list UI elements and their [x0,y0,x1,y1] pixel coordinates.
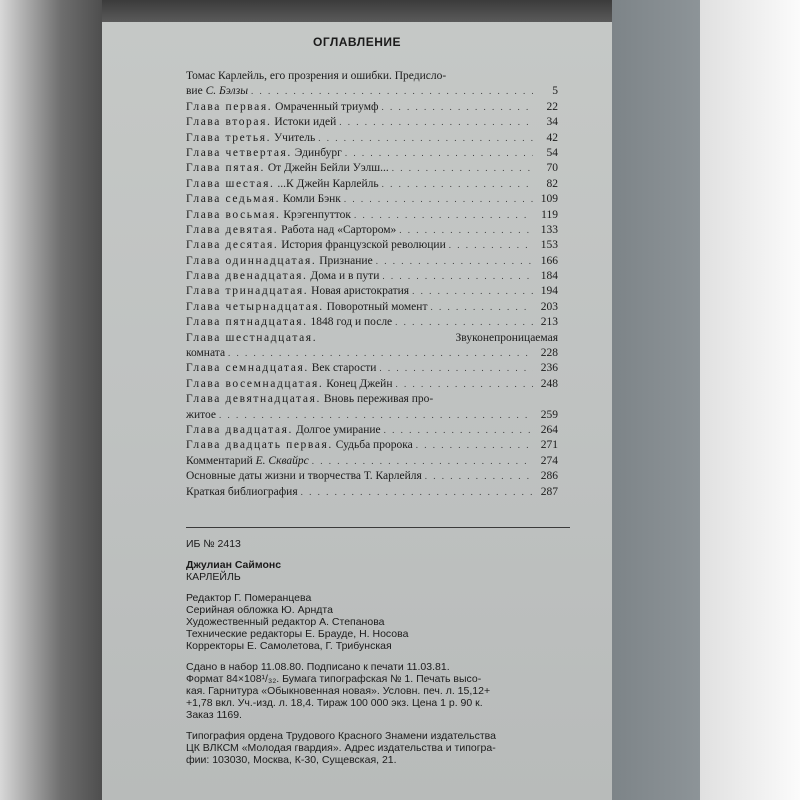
toc-chapter-title: Долгое умирание [295,423,381,436]
toc-dates-row [186,469,558,484]
imprint-print-line: Заказ 1169. [186,709,242,721]
toc-leader [228,346,533,361]
toc-page-number: 194 [540,285,558,298]
toc-chapter-row [186,300,558,315]
imprint-credit-line: Серийная обложка Ю. Арндта [186,604,333,616]
toc-chapter-label: Глава восьмая. [186,208,281,221]
toc-chapter-label: Глава одиннадцатая. [186,254,317,267]
toc-chapter-row [186,223,558,238]
toc-chapter-title: Истоки идей [274,116,337,129]
background-far-right [700,0,800,800]
toc-page-number: 286 [540,470,558,483]
toc-leader [376,254,533,269]
toc-chapter-title: Признание [319,254,373,267]
toc-chapter-title-cont: комната [186,347,226,360]
toc-page-number: 203 [540,300,558,313]
toc-page-number: 236 [540,362,558,375]
toc-leader [251,84,533,99]
toc-leader [301,485,533,500]
toc-chapter-label: Глава третья. [186,131,272,144]
toc-leader [339,115,533,130]
toc-leader [379,361,533,376]
toc-page-number: 42 [546,131,558,144]
toc-chapter-title: Конец Джейн [326,377,393,390]
toc-chapter-row [186,177,558,192]
toc-chapter-16-line2 [186,346,558,361]
toc-chapter-title: От Джейн Бейли Уэлш... [267,162,389,175]
imprint-print-line: кая. Гарнитура «Обыкновенная новая». Условн. печ. л. 15,12+ [186,685,491,697]
toc-page-number: 82 [546,177,558,190]
toc-leader [384,423,533,438]
toc-chapter-title: История французской революции [281,239,446,252]
toc-leader [399,223,533,238]
toc-page-number: 119 [541,208,558,221]
toc-chapter-label: Глава десятая. [186,239,279,252]
toc-title: ОГЛАВЛЕНИЕ [312,35,401,49]
toc-chapter-title: Работа над «Сартором» [281,223,397,236]
toc-chapter-label: Глава восемнадцатая. [186,377,324,390]
toc-leader [345,146,533,161]
imprint-author: Джулиан Саймонс [186,559,282,571]
toc-biblio-row [186,485,558,500]
toc-page-number: 54 [546,146,558,159]
toc-dates-title: Основные даты жизни и творчества Т. Карлейля [186,470,422,483]
toc-chapter-label: Глава девятнадцатая. [186,393,321,406]
toc-preface-line2 [186,84,558,99]
toc-page-number: 70 [546,162,558,175]
toc-chapter-row [186,423,558,438]
toc-chapter-row [186,131,558,146]
toc-comments-label: Комментарий [186,454,253,467]
toc-chapter-row [186,361,558,376]
toc-chapter-row [186,100,558,115]
toc-chapter-title: Поворотный момент [326,300,428,313]
toc-chapter-title: Век старости [311,362,377,375]
imprint-block [186,538,586,766]
toc-chapter-title: Вновь переживая про- [323,393,434,406]
toc-page-number: 153 [540,239,558,252]
background-left [0,0,102,800]
toc-page-number: 166 [540,254,558,267]
imprint-credit-line: Редактор Г. Померанцева [186,592,312,604]
toc-leader [425,469,533,484]
toc-chapter-row [186,115,558,130]
toc-page-number: 259 [540,408,558,421]
imprint-printer-line: ЦК ВЛКСМ «Молодая гвардия». Адрес издательства и типогра- [186,742,496,754]
background-top [102,0,700,22]
toc-page-number: 228 [540,347,558,360]
imprint-credit-line: Технические редакторы Е. Брауде, Н. Носова [186,628,409,640]
toc-leader [219,408,533,423]
toc-page-number: 264 [540,423,558,436]
toc-leader [392,161,533,176]
toc-chapter-label: Глава четырнадцатая. [186,300,324,313]
toc-biblio-title: Краткая библиография [186,485,298,498]
toc-chapter-title: Комли Бэнк [282,193,341,206]
toc-chapter-list [186,100,558,331]
toc-chapter-row [186,254,558,269]
imprint-print-line: Формат 84×108¹/₃₂. Бумага типографская № 1. Печать высо- [186,673,482,685]
toc-chapter-title: ...К Джейн Карлейль [277,177,379,190]
toc-chapter-row [186,377,558,392]
toc-chapter-title: Омраченный триумф [275,100,379,113]
divider-rule [186,527,570,528]
toc-leader [449,238,533,253]
toc-chapter-label: Глава четвертая. [186,146,292,159]
imprint-ib-number: ИБ № 2413 [186,538,241,550]
imprint-print-line: Сдано в набор 11.08.80. Подписано к печати 11.03.81. [186,661,450,673]
toc-leader [382,269,533,284]
toc-chapter-row [186,192,558,207]
toc-chapter-16-line1 [186,331,558,346]
background-right [612,0,712,800]
toc-chapter-title-cont: житое [186,408,216,421]
toc-chapter-label: Глава пятнадцатая. [186,316,308,329]
imprint-credit-line: Художественный редактор А. Степанова [186,616,385,628]
toc-page-number: 184 [540,270,558,283]
table-of-contents [186,69,558,500]
toc-page-number: 274 [540,454,558,467]
toc-chapter-row [186,269,558,284]
toc-chapter-row [186,284,558,299]
toc-chapter-row [186,238,558,253]
toc-leader [382,177,533,192]
toc-chapter-19-line1 [186,392,558,407]
toc-leader [416,438,533,453]
toc-comments-author: Е. Сквайрс [255,454,309,467]
toc-chapter-row [186,438,558,453]
toc-preface-prefix: вие [186,85,203,98]
toc-chapter-label: Глава шестнадцатая. [186,331,318,344]
toc-leader [430,300,533,315]
toc-leader [318,131,533,146]
toc-chapter-label: Глава вторая. [186,116,272,129]
toc-page-number: 271 [540,439,558,452]
toc-chapter-title: Крэгенпутток [283,208,351,221]
toc-page-number: 109 [540,193,558,206]
toc-chapter-19-line2 [186,408,558,423]
toc-leader [381,100,533,115]
toc-leader [412,284,533,299]
toc-chapter-title: Судьба пророка [335,439,413,452]
imprint-credit-line: Корректоры Е. Самолетова, Г. Трибунская [186,640,392,652]
toc-leader [395,315,533,330]
toc-chapter-label: Глава шестая. [186,177,275,190]
book-page [102,22,612,800]
toc-leader [312,454,533,469]
toc-chapter-title: Эдинбург [294,146,342,159]
toc-chapter-label: Глава девятая. [186,223,279,236]
toc-leader [395,377,533,392]
toc-chapter-label: Глава пятая. [186,162,265,175]
toc-chapter-label: Глава двенадцатая. [186,270,308,283]
toc-chapter-title: Учитель [274,131,316,144]
toc-chapter-row [186,161,558,176]
toc-preface-author: С. Бэлзы [205,85,248,98]
toc-chapter-label: Глава двадцатая. [186,423,293,436]
toc-page-number: 133 [540,223,558,236]
toc-page-number: 22 [546,100,558,113]
toc-page-number: 5 [552,85,558,98]
toc-chapter-row [186,146,558,161]
imprint-printer-line: Типография ордена Трудового Красного Знамени издательства [186,730,496,742]
toc-leader [344,192,533,207]
imprint-print-line: +1,78 вкл. Уч.-изд. л. 18,4. Тираж 100 000 экз. Цена 1 р. 90 к. [186,697,483,709]
toc-preface-line1 [186,69,558,84]
toc-chapter-label: Глава двадцать первая. [186,439,333,452]
toc-chapter-title: Дома и в пути [310,270,380,283]
toc-chapter-label: Глава седьмая. [186,193,281,206]
toc-page-number: 248 [540,377,558,390]
toc-page-number: 213 [540,316,558,329]
toc-page-number: 287 [540,485,558,498]
toc-comments-row [186,454,558,469]
toc-chapter-label: Глава тринадцатая. [186,285,309,298]
toc-chapter-row [186,208,558,223]
toc-chapter-label: Глава первая. [186,100,273,113]
toc-chapter-title: 1848 год и после [310,316,393,329]
toc-preface-text: Томас Карлейль, его прозрения и ошибки. Предисло- [186,70,447,82]
toc-leader [354,208,533,223]
toc-chapter-label: Глава семнадцатая. [186,362,309,375]
imprint-book-title: КАРЛЕЙЛЬ [186,571,241,583]
toc-page-number: 34 [546,116,558,129]
imprint-printer-line: фии: 103030, Москва, К-30, Сущевская, 21. [186,754,397,766]
toc-chapter-row [186,315,558,330]
toc-chapter-title: Звуконепроницаемая [455,331,558,344]
toc-chapter-title: Новая аристократия [311,285,410,298]
